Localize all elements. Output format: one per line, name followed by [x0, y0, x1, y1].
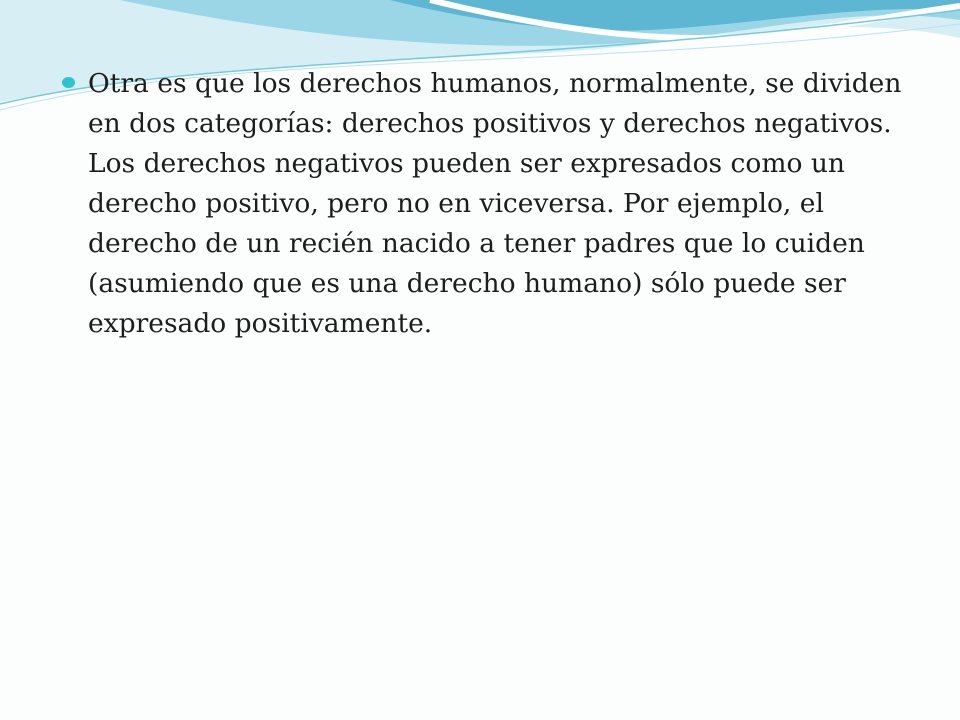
bullet-text: Otra es que los derechos humanos, normalmente, se dividen en dos categorías: derechos positivos y derechos negativos. Los derechos negativos pueden ser expresados como un derecho positivo, pero no en viceversa. Por ejemplo, el derecho de un recién nacido a tener padres que lo cuiden (asumiendo que es una derecho humano) sólo puede ser expresado positivamente.: [88, 68, 902, 339]
bullet-item: [62, 64, 922, 344]
bullet-dot-icon: [62, 77, 75, 88]
slide-content: [62, 64, 922, 344]
